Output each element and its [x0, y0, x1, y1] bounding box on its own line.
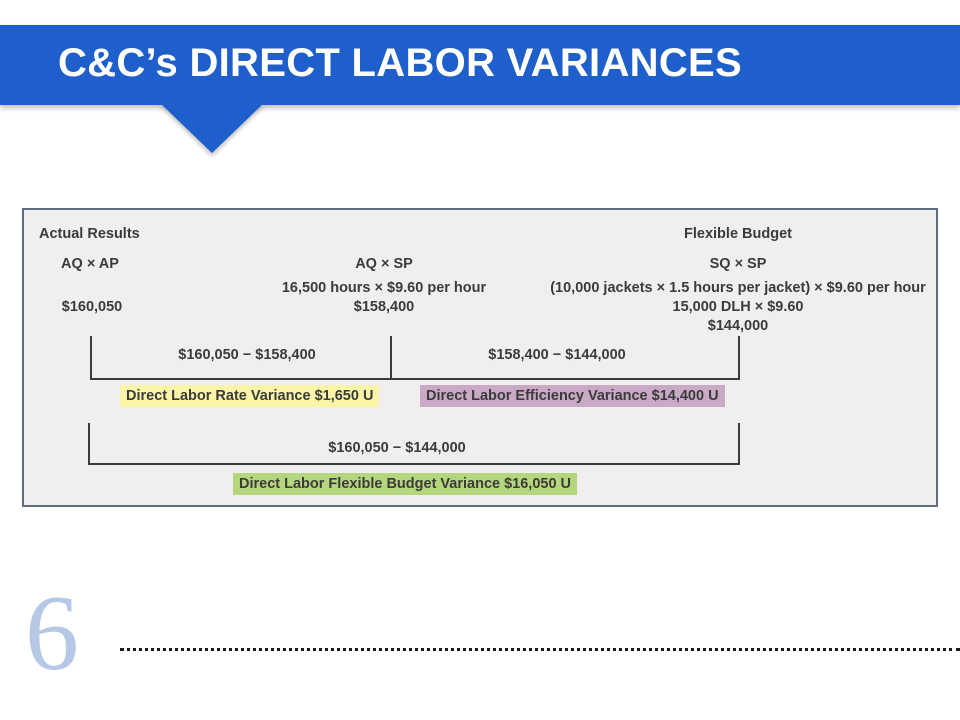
rate-difference: $160,050 − $158,400 [178, 347, 316, 363]
rate-variance-label: Direct Labor Rate Variance $1,650 U [120, 385, 379, 407]
aq-sp-value: $158,400 [353, 299, 415, 315]
page-number: 6 [25, 574, 79, 693]
slide-title: C&C’s DIRECT LABOR VARIANCES [58, 41, 742, 85]
efficiency-difference: $158,400 − $144,000 [488, 347, 626, 363]
flexible-budget-variance-label: Direct Labor Flexible Budget Variance $16,050 U [233, 473, 577, 495]
flexible-budget-heading: Flexible Budget [684, 226, 792, 242]
efficiency-variance-label: Direct Labor Efficiency Variance $14,400 U [420, 385, 725, 407]
dotted-divider [120, 648, 960, 651]
total-difference: $160,050 − $144,000 [328, 440, 466, 456]
bracket-divider [390, 336, 392, 378]
actual-cost-value: $160,050 [61, 299, 123, 315]
actual-results-heading: Actual Results [39, 226, 140, 242]
formula-aq-ap: AQ × AP [61, 256, 119, 272]
formula-sq-sp: SQ × SP [709, 256, 767, 272]
variance-diagram-panel [22, 208, 938, 507]
banner-pointer [160, 103, 264, 153]
formula-aq-sp: AQ × SP [355, 256, 413, 272]
flexible-budget-value: $144,000 [707, 318, 769, 334]
sq-sp-calculation: (10,000 jackets × 1.5 hours per jacket) × $9.60 per hour [550, 280, 926, 296]
aq-sp-calculation: 16,500 hours × $9.60 per hour [281, 280, 487, 296]
standard-hours-calculation: 15,000 DLH × $9.60 [672, 299, 804, 315]
